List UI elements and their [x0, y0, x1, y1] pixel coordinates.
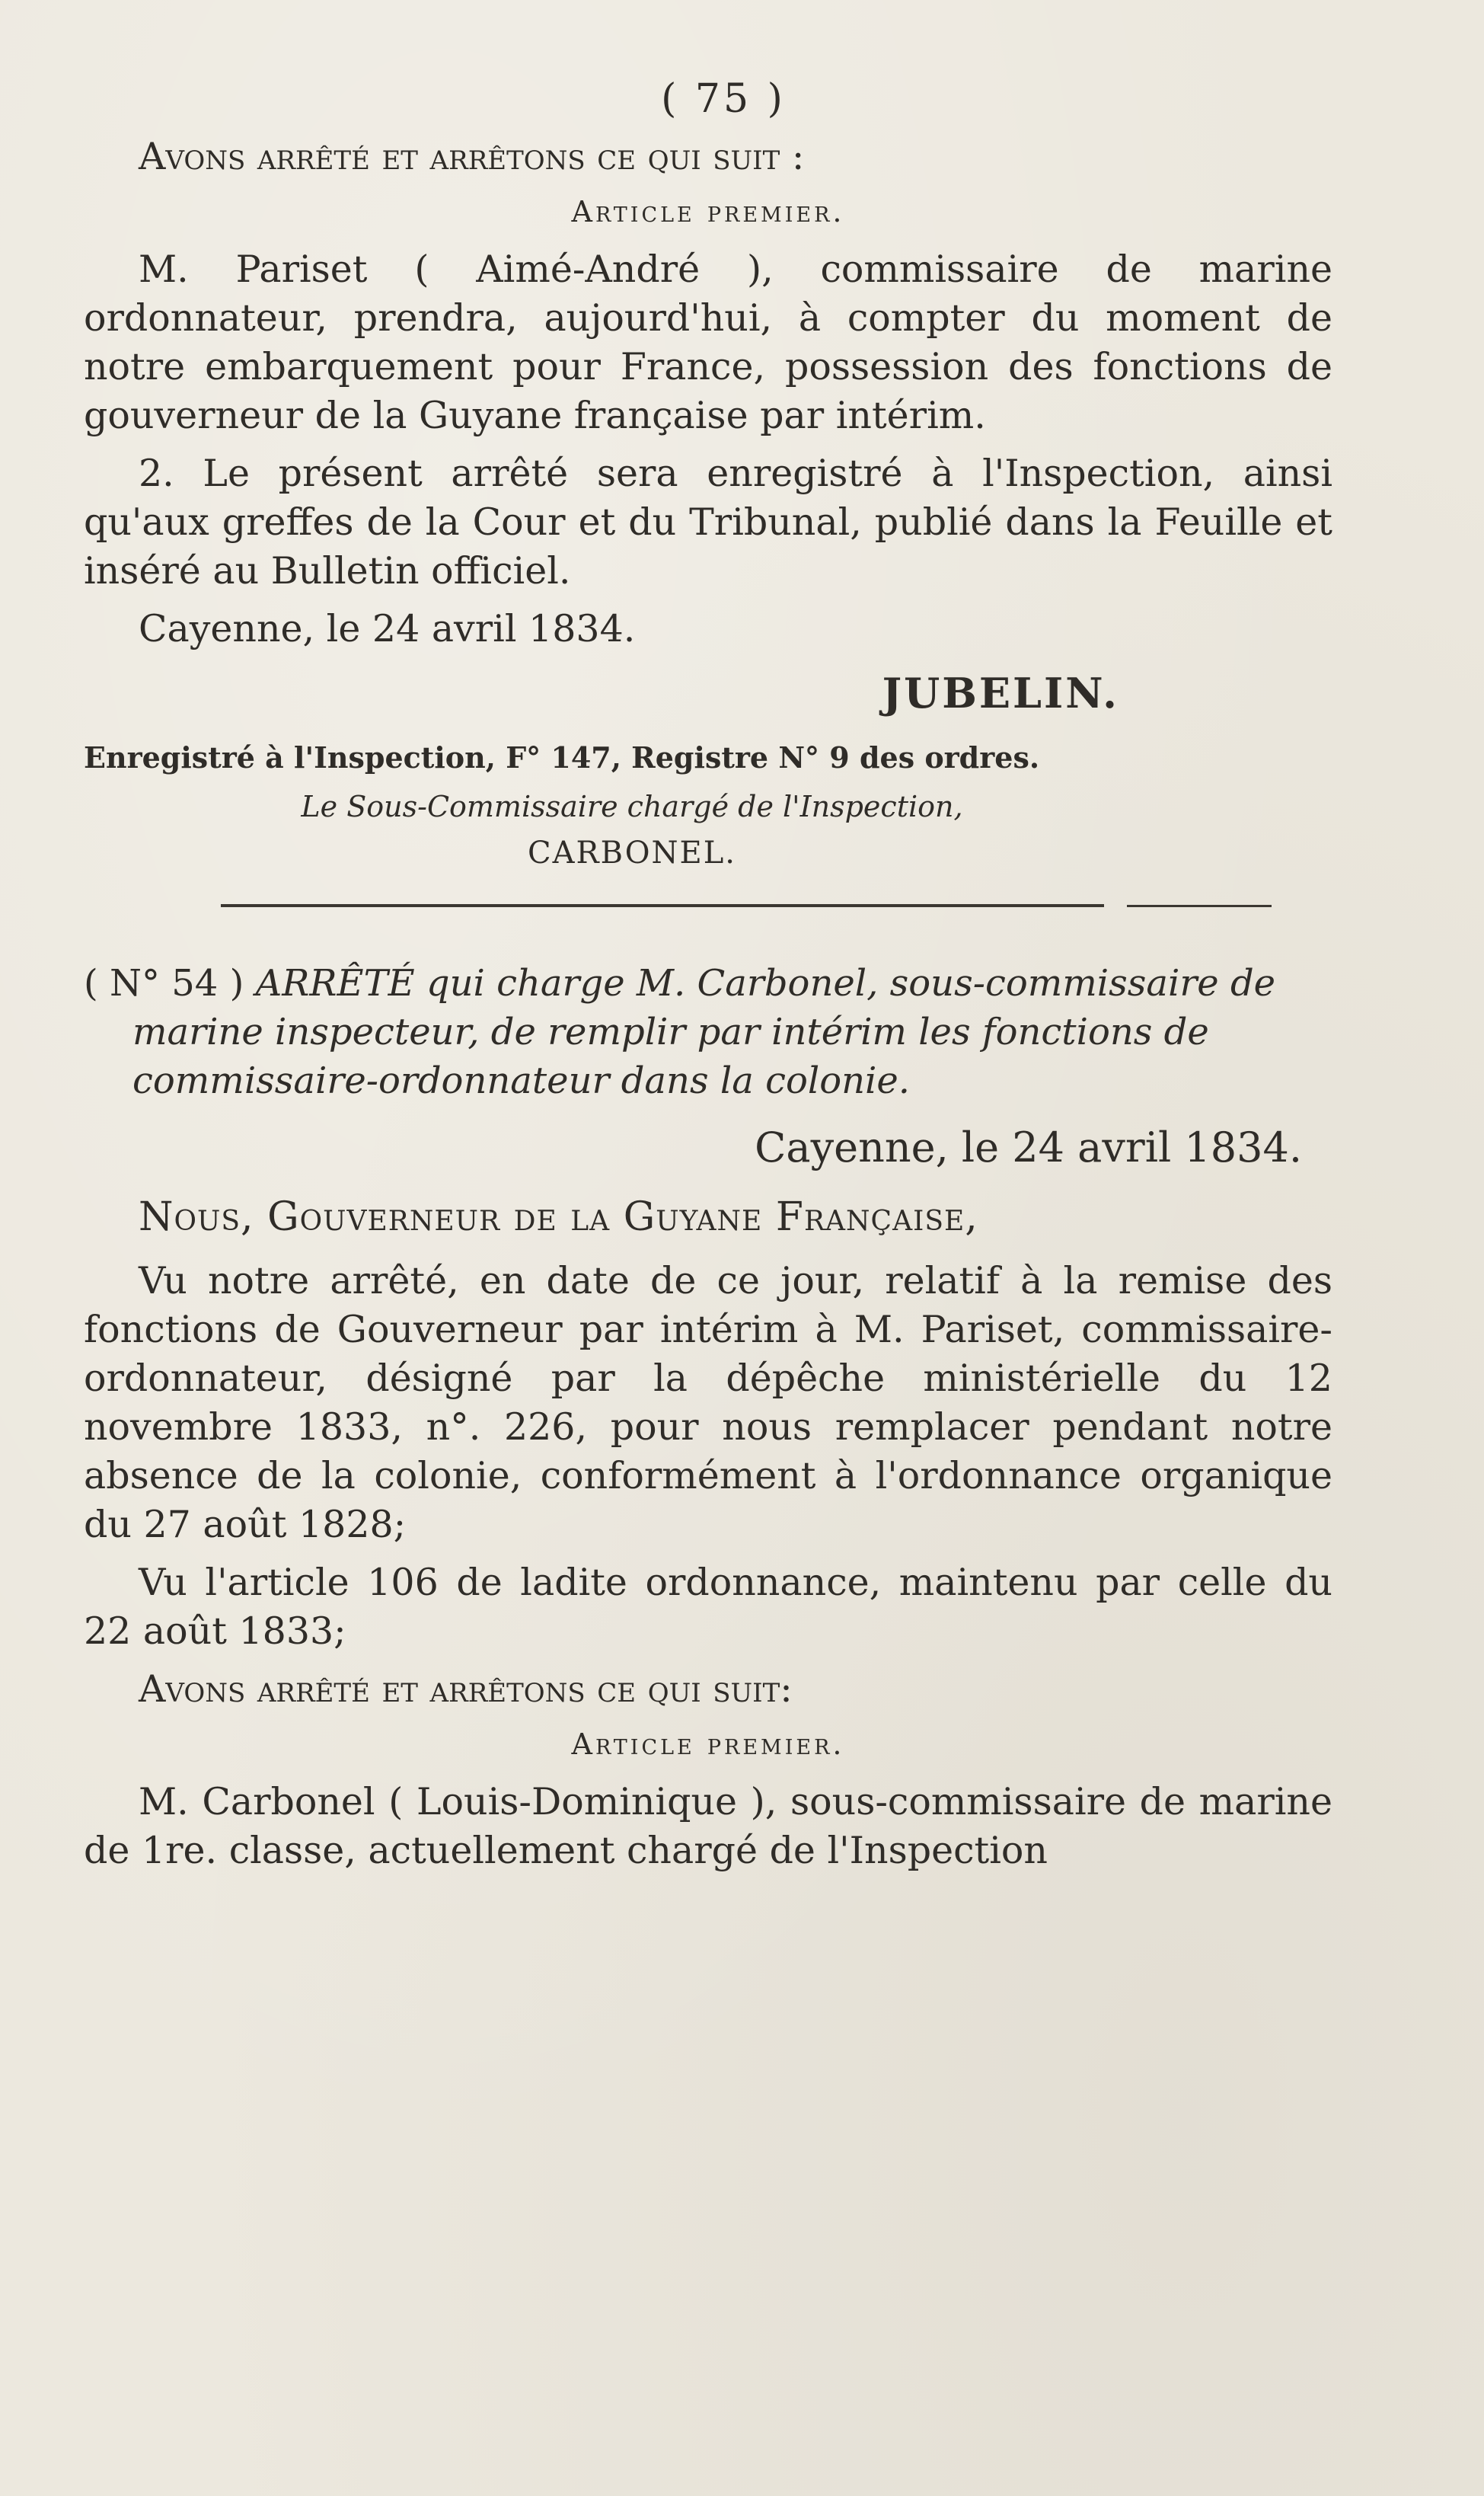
article-title: Article premier. — [571, 195, 845, 229]
signature-jubelin: JUBELIN. — [882, 669, 1119, 717]
page-content — [84, 76, 1332, 1875]
signing-date: Cayenne, le 24 avril 1834. — [139, 607, 636, 650]
article-title-2: Article premier. — [571, 1727, 845, 1761]
considerant-1: Vu notre arrêté, en date de ce jour, relatif à la remise des fonctions de Gouverneur par intérim à M. Pariset, commissaire-ordonnateur, désigné par la dépêche ministérielle du 12 novembre 1833, n°. 226, pour nous remplacer pendant notre absence de la colonie, conformément à l'ordonnance organique du 27 août 1828; — [84, 1259, 1332, 1546]
page-number: ( 75 ) — [661, 76, 786, 122]
decree-title: ARRÊTÉ qui charge M. Carbonel, sous-commissaire de marine inspecteur, de remplir par intérim les fonctions de commissaire-ordonnateur dans la colonie. — [132, 962, 1276, 1102]
sub-commissioner-name: CARBONEL. — [527, 836, 736, 871]
decree-heading — [84, 959, 1332, 1105]
decree-date: Cayenne, le 24 avril 1834. — [755, 1123, 1302, 1171]
considerant-2: Vu l'article 106 de ladite ordonnance, maintenu par celle du 22 août 1833; — [84, 1561, 1332, 1653]
divider-long-rule — [221, 904, 1104, 907]
resolution-line-2: Avons arrêté et arrêtons ce qui suit: — [139, 1667, 793, 1711]
decree-number: ( N° 54 ) — [84, 962, 244, 1005]
registry-note: Enregistré à l'Inspection, F° 147, Registre N° 9 des ordres. — [84, 740, 1040, 775]
sub-commissioner-title: Le Sous-Commissaire chargé de l'Inspection, — [301, 790, 963, 823]
section-divider — [84, 898, 1332, 913]
governor-preamble: Nous, Gouverneur de la Guyane Française, — [139, 1194, 978, 1240]
resolution-line: Avons arrêté et arrêtons ce qui suit : — [139, 135, 805, 178]
article-1-text: M. Pariset ( Aimé-André ), commissaire de marine ordonnateur, prendra, aujourd'hui, à compter du moment de notre embarquement pour France, possession des fonctions de gouverneur de la Guyane française par intérim. — [84, 248, 1332, 437]
article-1-text-2: M. Carbonel ( Louis-Dominique ), sous-commissaire de marine de 1re. classe, actuellement chargé de l'Inspection — [84, 1780, 1332, 1872]
divider-short-rule — [1127, 905, 1272, 907]
article-2-text: 2. Le présent arrêté sera enregistré à l'Inspection, ainsi qu'aux greffes de la Cour et du Tribunal, publié dans la Feuille et inséré au Bulletin officiel. — [84, 452, 1332, 593]
